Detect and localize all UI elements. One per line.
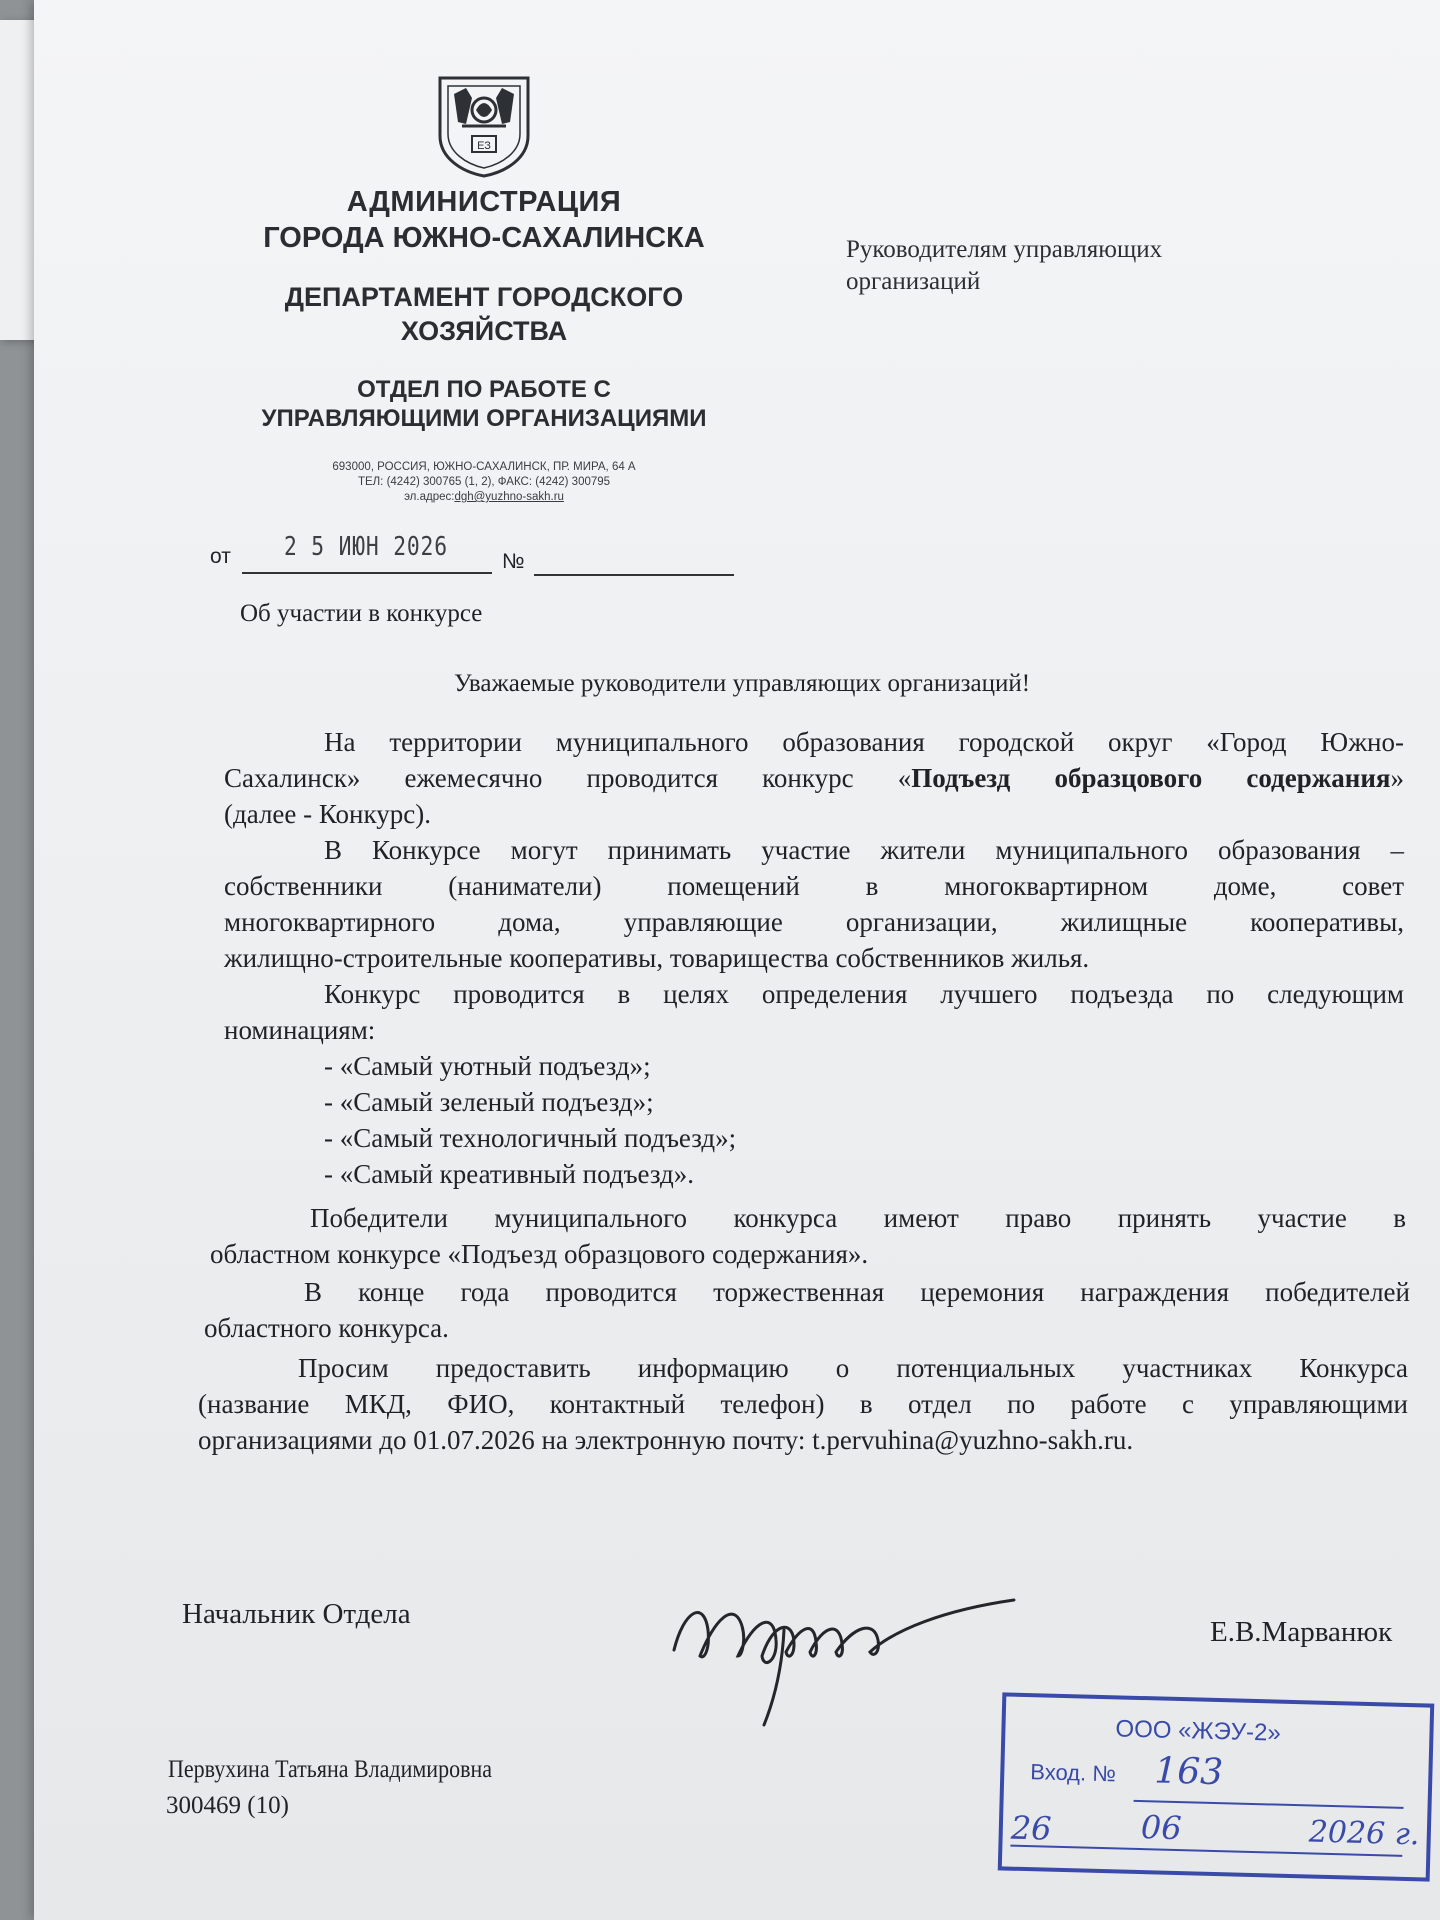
p1-line2-start: Сахалинск» ежемесячно проводится конкурс « bbox=[224, 763, 912, 793]
p2-line2: собственники (наниматели) помещений в многоквартирном доме, совет bbox=[224, 871, 1404, 901]
paragraph-4 bbox=[210, 1200, 1406, 1272]
stamp-year: 2026 г. bbox=[1308, 1814, 1420, 1853]
svg-text:ЕЗ: ЕЗ bbox=[477, 140, 491, 152]
nominations-list bbox=[324, 1048, 1124, 1192]
p6-line1: Просим предоставить информацию о потенциальных участниках Конкурса bbox=[298, 1353, 1408, 1383]
stamp-incoming-label: Вход. № bbox=[1030, 1759, 1117, 1787]
coat-of-arms-icon bbox=[432, 74, 536, 178]
executor-phone: 300469 (10) bbox=[166, 1792, 289, 1819]
nomination-item: - «Самый уютный подъезд»; bbox=[324, 1051, 651, 1081]
header-admin-line2: ГОРОДА ЮЖНО-САХАЛИНСКА bbox=[263, 222, 705, 254]
executor-name: Первухина Татьяна Владимировна bbox=[168, 1756, 493, 1783]
header-department-line1: ДЕПАРТАМЕНТ ГОРОДСКОГО bbox=[284, 282, 684, 312]
header-department-line2: ХОЗЯЙСТВА bbox=[400, 316, 568, 346]
date-underline bbox=[242, 572, 492, 574]
p1-line2-end: » bbox=[1390, 763, 1405, 793]
letter-sheet bbox=[34, 0, 1440, 1920]
number-label: № bbox=[502, 550, 525, 573]
greeting: Уважаемые руководители управляющих организаций! bbox=[454, 670, 1031, 697]
p3-line1: Конкурс проводится в целях определения лучшего подъезда по следующим bbox=[324, 979, 1404, 1009]
date-label: от bbox=[210, 545, 231, 568]
p6-line3: организациями до 01.07.2026 на электронную почту: t.pervuhina@yuzhno-sakh.ru. bbox=[198, 1425, 1134, 1455]
header-phones: ТЕЛ: (4242) 300765 (1, 2), ФАКС: (4242) 300795 bbox=[357, 476, 611, 488]
email-label: эл.адрес: bbox=[404, 491, 455, 503]
nomination-item: - «Самый технологичный подъезд»; bbox=[324, 1123, 737, 1153]
recipient-line1: Руководителям управляющих bbox=[846, 236, 1163, 263]
signatory-title: Начальник Отдела bbox=[182, 1598, 411, 1630]
p1-line1: На территории муниципального образования городской округ «Город Южно- bbox=[324, 727, 1404, 757]
p2-line1: В Конкурсе могут принимать участие жители муниципального образования – bbox=[324, 835, 1404, 865]
p2-line3: многоквартирного дома, управляющие организации, жилищные кооперативы, bbox=[224, 907, 1404, 937]
recipient-block bbox=[846, 234, 1266, 298]
p1-line3: (далее - Конкурс). bbox=[224, 799, 431, 829]
p1-line2 bbox=[224, 760, 1404, 796]
contest-name-bold: Подъезд образцового содержания bbox=[911, 763, 1391, 793]
subject-line: Об участии в конкурсе bbox=[240, 600, 483, 627]
p2-line4: жилищно-строительные кооперативы, товарищества собственников жилья. bbox=[224, 943, 1090, 973]
p4-line1: Победители муниципального конкурса имеют право принять участие в bbox=[310, 1203, 1406, 1233]
header-address: 693000, РОССИЯ, ЮЖНО-САХАЛИНСК, ПР. МИРА, 64 А bbox=[332, 461, 636, 473]
stamp-underline bbox=[1134, 1800, 1404, 1809]
p6-line2: (название МКД, ФИО, контактный телефон) в отдел по работе с управляющими bbox=[198, 1389, 1408, 1419]
nomination-item: - «Самый креативный подъезд». bbox=[324, 1159, 695, 1189]
incoming-stamp bbox=[998, 1692, 1435, 1881]
p5-line2: областного конкурса. bbox=[204, 1313, 449, 1343]
handwritten-signature-icon bbox=[664, 1560, 1024, 1730]
paragraph-5 bbox=[204, 1274, 1410, 1346]
header-admin-line1: АДМИНИСТРАЦИЯ bbox=[346, 186, 622, 218]
date-stamp: 2 5 ИЮН 2026 bbox=[284, 532, 448, 562]
number-underline bbox=[534, 574, 734, 576]
paragraph-6 bbox=[198, 1350, 1408, 1458]
stamp-month: 06 bbox=[1140, 1808, 1183, 1848]
nomination-item: - «Самый зеленый подъезд»; bbox=[324, 1087, 654, 1117]
stamp-day: 26 bbox=[1010, 1808, 1053, 1848]
paragraph-2 bbox=[224, 832, 1404, 976]
signatory-name: Е.В.Марванюк bbox=[1210, 1616, 1393, 1648]
stamp-incoming-number: 163 bbox=[1153, 1750, 1224, 1794]
paragraph-3 bbox=[224, 976, 1404, 1048]
header-division-line1: ОТДЕЛ ПО РАБОТЕ С bbox=[357, 376, 611, 403]
recipient-line2: организаций bbox=[846, 268, 981, 295]
header-email bbox=[214, 491, 754, 503]
header-division-line2: УПРАВЛЯЮЩИМИ ОРГАНИЗАЦИЯМИ bbox=[261, 405, 707, 432]
paragraph-1 bbox=[224, 724, 1404, 832]
stamp-org: ООО «ЖЭУ-2» bbox=[1115, 1715, 1282, 1747]
p4-line2: областном конкурсе «Подъезд образцового содержания». bbox=[210, 1239, 869, 1269]
p3-line2: номинациям: bbox=[224, 1015, 376, 1045]
email-link[interactable]: dgh@yuzhno-sakh.ru bbox=[454, 491, 564, 503]
p5-line1: В конце года проводится торжественная церемония награждения победителей bbox=[304, 1277, 1410, 1307]
